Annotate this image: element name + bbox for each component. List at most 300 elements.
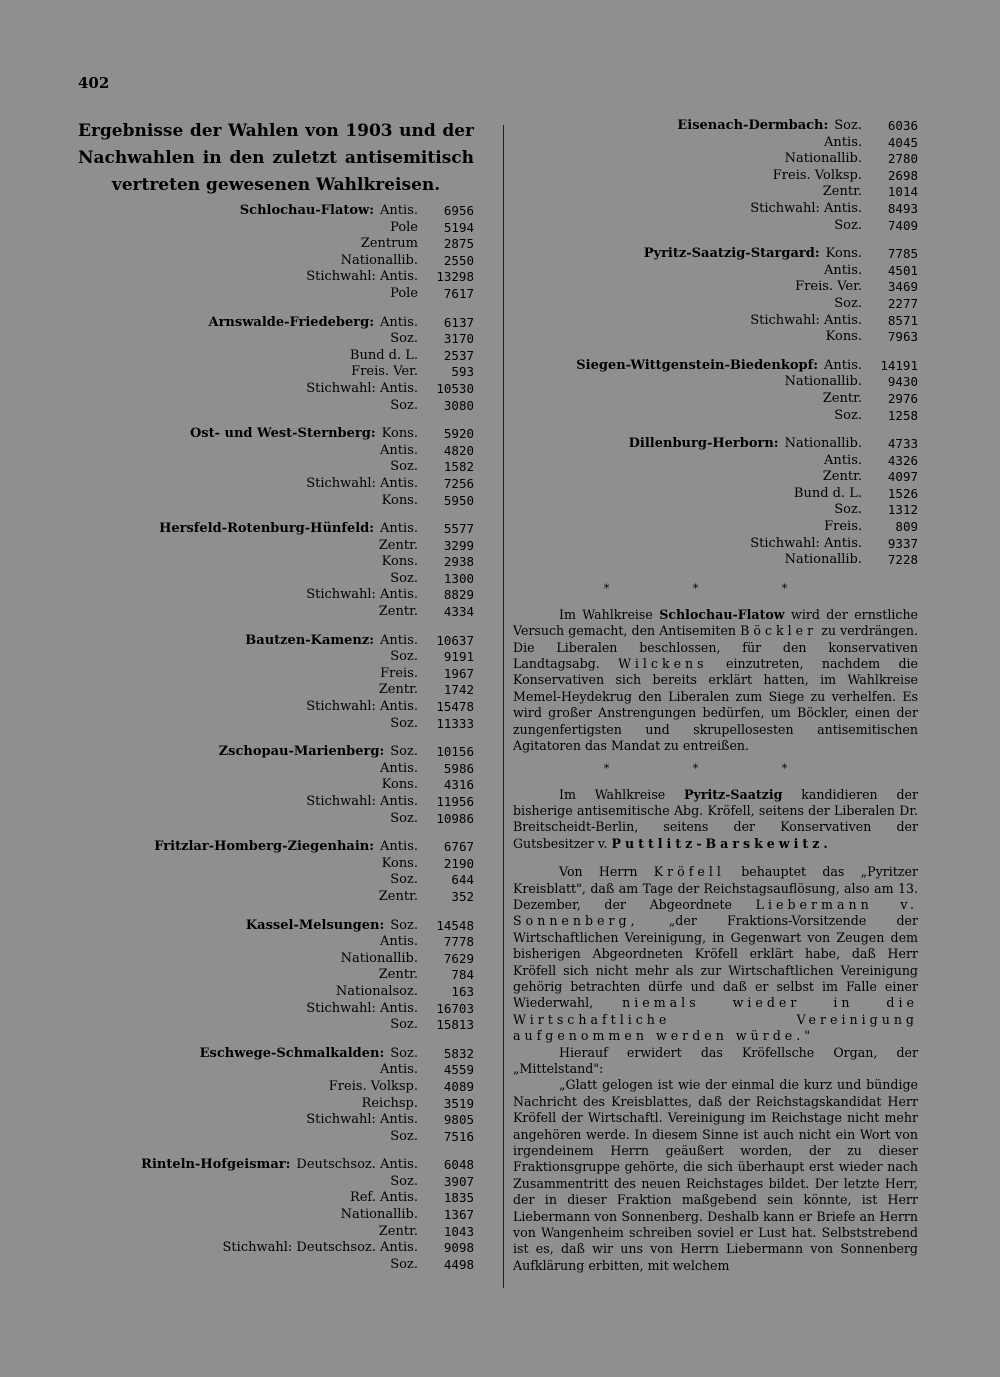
result-row [513, 519, 918, 536]
result-row [513, 436, 918, 453]
party-label: Soz. [390, 570, 418, 586]
district-name: Pyritz-Saatzig-Stargard: [643, 246, 820, 262]
person-name: Puttlitz-Barskewitz. [611, 835, 832, 851]
result-row [78, 381, 474, 398]
result-row [78, 1257, 474, 1274]
district-name: Dillenburg-Herborn: [628, 436, 779, 452]
vote-count: 1043 [443, 1223, 474, 1239]
party-label: Soz. [834, 118, 862, 133]
party-label: Soz. [390, 649, 418, 665]
district-result [78, 839, 474, 905]
district-name: Rinteln-Hofgeismar: [141, 1157, 291, 1173]
party-label: Antis. [380, 1062, 418, 1078]
result-row [78, 744, 474, 761]
vote-count: 8829 [443, 587, 474, 603]
party-label: Zentr. [378, 604, 418, 620]
result-row [78, 1046, 474, 1063]
result-row [513, 246, 918, 263]
district-name: Fritzlar-Homberg-Ziegenhain: [154, 839, 375, 855]
vote-count: 15813 [436, 1017, 474, 1033]
result-row [78, 286, 474, 303]
district-name: Eisenach-Dermbach: [677, 118, 829, 133]
result-row [78, 587, 474, 604]
result-row [513, 486, 918, 503]
district-name: Schlochau-Flatow: [239, 203, 375, 218]
result-row [78, 476, 474, 493]
section-heading: Ergebnisse der Wahlen von 1903 und der Nachwahlen in den zuletzt antisemitisch vertreten gewesenen Wahlkreisen. [78, 121, 474, 195]
paragraph-pyritz [513, 787, 918, 853]
party-label: Soz. [390, 459, 418, 475]
result-row [513, 313, 918, 330]
paragraph-reply: Hierauf erwidert das Kröfellsche Organ, der „Mittelstand": [513, 1044, 918, 1076]
district-name: Kassel-Melsungen: [245, 917, 385, 933]
district-name: Schlochau-Flatow [659, 606, 785, 622]
party-label: Kons. [381, 855, 418, 871]
party-label: Kons. [825, 329, 862, 345]
party-label: Nationalsoz. [335, 983, 418, 999]
result-row [78, 872, 474, 889]
result-row [78, 1096, 474, 1113]
party-label: Antis. [824, 262, 862, 278]
district-result [78, 521, 474, 621]
result-row [78, 794, 474, 811]
district-name: Eschwege-Schmalkalden: [199, 1045, 385, 1061]
party-label: Soz. [390, 1045, 418, 1061]
vote-count: 4097 [887, 469, 918, 485]
party-label: Pole [390, 285, 418, 301]
party-label: Freis. [380, 665, 418, 681]
party-label: Antis. [824, 452, 862, 468]
column-divider [503, 125, 504, 1288]
result-row [78, 666, 474, 683]
result-row [78, 521, 474, 538]
text-run: kandidieren der bisherige antisemitische Abg. Kröfell, seitens der Liberalen Dr. Breitscheidt-Berlin, seitens der Konservativen der Gutsbesitzer v. [513, 786, 918, 851]
district-result [78, 1046, 474, 1146]
party-label: Stichwahl: Antis. [306, 587, 418, 603]
section-separator: * * * [603, 761, 828, 775]
party-label: Zentr. [822, 184, 862, 200]
party-label: Soz. [390, 397, 418, 413]
party-label: Soz. [834, 407, 862, 423]
vote-count: 5577 [443, 521, 474, 537]
result-row [78, 633, 474, 650]
result-row [513, 329, 918, 346]
district-name: Zschopau-Marienberg: [218, 744, 385, 760]
district-result [78, 744, 474, 827]
party-label: Reichsp. [361, 1095, 418, 1111]
result-row [78, 839, 474, 856]
vote-count: 13298 [436, 269, 474, 285]
party-label: Deutschsoz. Antis. [296, 1157, 418, 1173]
vote-count: 9430 [887, 374, 918, 390]
party-label: Pole [390, 219, 418, 235]
result-row [78, 426, 474, 443]
vote-count: 2277 [887, 295, 918, 311]
result-row [78, 538, 474, 555]
party-label: Stichwahl: Deutschsoz. Antis. [222, 1240, 418, 1256]
result-row [78, 1207, 474, 1224]
party-label: Stichwahl: Antis. [750, 312, 862, 328]
result-row [78, 269, 474, 286]
result-row [78, 459, 474, 476]
result-row [513, 118, 918, 135]
district-result [78, 1157, 474, 1273]
text-run: einzutreten, nachdem die Konservativen sich bereits erklärt hatten, im Wahlkreise Memel-Heydekrug den Liberalen zum Siege zu verhelfen. Es wird großer Anstrengungen bedürfen, um Böckler, einen der zungenfertigsten und skrupellosesten antisemitischen Agitatoren das Mandat zu entreißen. [513, 656, 918, 754]
result-row [78, 554, 474, 571]
result-row [78, 1240, 474, 1257]
vote-count: 15478 [436, 699, 474, 715]
vote-count: 14548 [436, 917, 474, 933]
vote-count: 8571 [887, 312, 918, 328]
result-row [78, 331, 474, 348]
district-name: Bautzen-Kamenz: [245, 632, 375, 648]
text-run: behauptet das „Pyritzer Kreisblatt", daß am Tage der Reichstagsauflösung, also am 13. Dezember, der Abgeordnete [513, 864, 918, 912]
left-column [78, 118, 474, 1285]
result-row [513, 151, 918, 168]
page-number: 402 [78, 74, 110, 92]
district-result [78, 426, 474, 509]
district-name: Ost- und West-Sternberg: [189, 426, 376, 442]
result-row [513, 296, 918, 313]
district-result [78, 203, 474, 303]
party-label: Antis. [380, 203, 418, 218]
result-row [78, 1129, 474, 1146]
vote-count: 644 [451, 872, 474, 888]
result-row [513, 135, 918, 152]
party-label: Stichwahl: Antis. [750, 200, 862, 216]
result-row [78, 984, 474, 1001]
vote-count: 5950 [443, 492, 474, 508]
party-label: Antis. [824, 134, 862, 150]
vote-count: 5194 [443, 219, 474, 235]
vote-count: 593 [451, 364, 474, 380]
result-row [513, 279, 918, 296]
vote-count: 352 [451, 888, 474, 904]
party-label: Kons. [381, 777, 418, 793]
result-row [78, 1062, 474, 1079]
party-label: Soz. [834, 217, 862, 233]
party-label: Kons. [825, 246, 862, 262]
party-label: Nationallib. [340, 1207, 418, 1223]
result-row [513, 391, 918, 408]
vote-count: 11956 [436, 794, 474, 809]
vote-count: 5986 [443, 760, 474, 776]
vote-count: 7963 [887, 329, 918, 345]
result-row [78, 682, 474, 699]
vote-count: 6036 [887, 118, 918, 133]
left-results-list [78, 203, 474, 1273]
result-row [78, 761, 474, 778]
result-row [513, 168, 918, 185]
vote-count: 4559 [443, 1062, 474, 1078]
party-label: Antis. [380, 632, 418, 648]
vote-count: 16703 [436, 1000, 474, 1016]
vote-count: 4089 [443, 1078, 474, 1094]
party-label: Soz. [390, 917, 418, 933]
result-row [78, 1224, 474, 1241]
party-label: Soz. [390, 1256, 418, 1272]
district-result [78, 633, 474, 733]
party-label: Zentr. [378, 1223, 418, 1239]
result-row [78, 398, 474, 415]
party-label: Freis. Ver. [351, 364, 418, 380]
party-label: Soz. [390, 1017, 418, 1033]
district-result [513, 358, 918, 424]
district-name: Hersfeld-Rotenburg-Hünfeld: [159, 521, 375, 537]
vote-count: 9337 [887, 535, 918, 551]
paragraph-kroefell [513, 864, 918, 1044]
vote-count: 809 [895, 519, 918, 535]
vote-count: 1014 [887, 184, 918, 200]
party-label: Soz. [390, 744, 418, 760]
vote-count: 7228 [887, 552, 918, 568]
party-label: Soz. [390, 810, 418, 826]
result-row [78, 348, 474, 365]
vote-count: 7778 [443, 934, 474, 950]
right-column [513, 118, 918, 1274]
vote-count: 1300 [443, 570, 474, 586]
result-row [78, 889, 474, 906]
party-label: Stichwahl: Antis. [306, 269, 418, 285]
result-row [513, 358, 918, 375]
result-row [78, 699, 474, 716]
party-label: Zentr. [822, 390, 862, 406]
party-label: Bund d. L. [349, 347, 418, 363]
party-label: Antis. [380, 839, 418, 855]
vote-count: 4316 [443, 777, 474, 793]
party-label: Zentr. [378, 888, 418, 904]
vote-count: 2976 [887, 390, 918, 406]
vote-count: 784 [451, 967, 474, 983]
vote-count: 2550 [443, 252, 474, 268]
party-label: Soz. [390, 715, 418, 731]
person-name: Wilckens [618, 656, 708, 672]
vote-count: 10530 [436, 380, 474, 396]
result-row [513, 536, 918, 553]
vote-count: 6767 [443, 839, 474, 855]
result-row [78, 1079, 474, 1096]
party-label: Soz. [834, 295, 862, 311]
result-row [78, 571, 474, 588]
result-row [78, 856, 474, 873]
result-row [78, 203, 474, 220]
vote-count: 3080 [443, 397, 474, 413]
right-results-list [513, 118, 918, 569]
vote-count: 4498 [443, 1256, 474, 1272]
party-label: Freis. Ver. [795, 279, 862, 295]
vote-count: 2190 [443, 855, 474, 871]
vote-count: 2537 [443, 347, 474, 363]
party-label: Stichwahl: Antis. [306, 794, 418, 809]
vote-count: 9098 [443, 1240, 474, 1256]
result-row [78, 1174, 474, 1191]
result-row [78, 1001, 474, 1018]
result-row [78, 649, 474, 666]
emphasized-text: niemals wieder in die Wirtschaftliche Vereinigung aufgenommen werden würde." [513, 995, 918, 1044]
vote-count: 6048 [443, 1157, 474, 1173]
party-label: Nationallib. [784, 552, 862, 568]
vote-count: 9805 [443, 1112, 474, 1128]
party-label: Kons. [381, 492, 418, 508]
district-name: Siegen-Wittgenstein-Biedenkopf: [576, 357, 819, 373]
party-label: Zentr. [822, 469, 862, 485]
result-row [513, 201, 918, 218]
party-label: Kons. [381, 554, 418, 570]
vote-count: 3170 [443, 331, 474, 347]
vote-count: 9191 [443, 649, 474, 665]
vote-count: 1967 [443, 665, 474, 681]
result-row [513, 218, 918, 235]
text-run: Von Herrn [559, 864, 638, 880]
result-row [513, 453, 918, 470]
text-run: Im Wahlkreise [559, 606, 653, 622]
vote-count: 7409 [887, 217, 918, 233]
vote-count: 2938 [443, 554, 474, 570]
text-run: zu verdrängen. Die Liberalen beschlossen, für den konservativen Landtagsabg. [513, 623, 918, 672]
vote-count: 8493 [887, 200, 918, 216]
result-row [78, 777, 474, 794]
vote-count: 7785 [887, 246, 918, 262]
vote-count: 5920 [443, 426, 474, 442]
result-row [78, 918, 474, 935]
vote-count: 6137 [443, 314, 474, 330]
party-label: Antis. [380, 934, 418, 950]
party-label: Nationallib. [784, 436, 862, 452]
vote-count: 3907 [443, 1173, 474, 1189]
vote-count: 1312 [887, 502, 918, 518]
party-label: Soz. [390, 331, 418, 347]
vote-count: 4820 [443, 442, 474, 458]
party-label: Zentr. [378, 537, 418, 553]
party-label: Zentr. [378, 967, 418, 983]
party-label: Antis. [824, 357, 862, 373]
person-name: Böckler [740, 623, 818, 639]
vote-count: 1582 [443, 459, 474, 475]
vote-count: 1258 [887, 407, 918, 423]
result-row [78, 315, 474, 332]
party-label: Zentr. [378, 682, 418, 698]
district-result [78, 315, 474, 415]
district-result [513, 246, 918, 346]
vote-count: 2698 [887, 167, 918, 183]
party-label: Antis. [380, 760, 418, 776]
vote-count: 11333 [436, 715, 474, 731]
party-label: Nationallib. [784, 151, 862, 167]
result-row [513, 552, 918, 569]
vote-count: 1835 [443, 1190, 474, 1206]
vote-count: 10637 [436, 632, 474, 648]
result-row [78, 1017, 474, 1034]
result-row [513, 184, 918, 201]
text-run: Im Wahlkreise [559, 786, 666, 802]
vote-count: 4326 [887, 452, 918, 468]
vote-count: 2875 [443, 236, 474, 252]
party-label: Soz. [834, 502, 862, 518]
text-run: „der Fraktions-Vorsitzende der Wirtschaftlichen Vereinigung, in Gegenwart von Zeugen dem bisherigen Abgeordneten Kröfell erklärt habe, daß Herr Kröfell sich nicht mehr als zur Wirtschaftlichen Vereinigung gehörig betrachten dürfe und daß er selbst im Falle einer Wiederwahl, [513, 913, 918, 1011]
person-name: Kröfell [653, 864, 725, 880]
party-label: Stichwahl: Antis. [306, 1000, 418, 1016]
vote-count: 1742 [443, 682, 474, 698]
party-label: Stichwahl: Antis. [306, 699, 418, 715]
vote-count: 14191 [880, 357, 918, 373]
result-row [78, 253, 474, 270]
result-row [78, 934, 474, 951]
party-label: Kons. [381, 426, 418, 442]
paragraph-schlochau [513, 607, 918, 755]
district-name: Arnswalde-Friedeberg: [208, 314, 375, 330]
party-label: Antis. [380, 442, 418, 458]
result-row [78, 951, 474, 968]
paragraph-quote: „Glatt gelogen ist wie der einmal die kurz und bündige Nachricht des Kreisblattes, daß der Reichstagskandidat Herr Kröfell der Wirtschaftl. Vereinigung im Reichstage nicht mehr angehören werde. In diesem Sinne ist auch nicht ein Wort von irgendeinem Herrn geäußert worden, der zu dieser Fraktionsgruppe gehörte, die sich überhaupt erst wieder nach Zusammentritt des neuen Reichstages bildet. Der letzte Herr, der in dieser Fraktion maßgebend sein könnte, ist Herr Liebermann von Sonnenberg. Deshalb kann er Briefe an Herrn von Wangenheim schreiben soviel er Lust hat. Selbststrebend ist es, daß wir uns von Herrn Liebermann von Sonnenberg Aufklärung erbitten, mit welchem [513, 1077, 918, 1273]
vote-count: 1526 [887, 485, 918, 501]
party-label: Nationallib. [340, 252, 418, 268]
result-row [78, 236, 474, 253]
party-label: Stichwahl: Antis. [306, 475, 418, 491]
vote-count: 7256 [443, 475, 474, 491]
party-label: Stichwahl: Antis. [306, 380, 418, 396]
vote-count: 1367 [443, 1207, 474, 1223]
vote-count: 10156 [436, 744, 474, 760]
vote-count: 7617 [443, 285, 474, 301]
vote-count: 5832 [443, 1045, 474, 1061]
section-separator: * * * [603, 581, 828, 595]
result-row [513, 263, 918, 280]
party-label: Freis. Volksp. [772, 167, 862, 183]
result-row [78, 967, 474, 984]
vote-count: 4501 [887, 262, 918, 278]
vote-count: 6956 [443, 203, 474, 218]
district-result [513, 436, 918, 569]
party-label: Stichwahl: Antis. [750, 535, 862, 551]
district-result [78, 918, 474, 1034]
result-row [513, 502, 918, 519]
result-row [513, 469, 918, 486]
vote-count: 3469 [887, 279, 918, 295]
party-label: Antis. [380, 521, 418, 537]
text-run: wird der ernstliche Versuch gemacht, den Antisemiten [513, 606, 919, 639]
result-row [78, 493, 474, 510]
district-result [513, 118, 918, 234]
party-label: Ref. Antis. [349, 1190, 418, 1206]
vote-count: 7629 [443, 950, 474, 966]
vote-count: 4045 [887, 134, 918, 150]
person-name: Liebermann v. Sonnenberg, [513, 896, 918, 929]
result-row [513, 408, 918, 425]
vote-count: 3519 [443, 1095, 474, 1111]
district-name: Pyritz-Saatzig [684, 786, 783, 802]
party-label: Soz. [390, 872, 418, 888]
party-label: Antis. [380, 314, 418, 330]
vote-count: 7516 [443, 1128, 474, 1144]
result-row [78, 716, 474, 733]
result-row [513, 374, 918, 391]
party-label: Stichwahl: Antis. [306, 1112, 418, 1128]
party-label: Freis. Volksp. [328, 1078, 418, 1094]
vote-count: 2780 [887, 151, 918, 167]
party-label: Soz. [390, 1128, 418, 1144]
party-label: Soz. [390, 1173, 418, 1189]
result-row [78, 811, 474, 828]
party-label: Nationallib. [784, 374, 862, 390]
result-row [78, 443, 474, 460]
result-row [78, 604, 474, 621]
vote-count: 4334 [443, 604, 474, 620]
vote-count: 4733 [887, 436, 918, 452]
party-label: Nationallib. [340, 950, 418, 966]
vote-count: 3299 [443, 537, 474, 553]
vote-count: 10986 [436, 810, 474, 826]
party-label: Zentrum [360, 236, 418, 252]
